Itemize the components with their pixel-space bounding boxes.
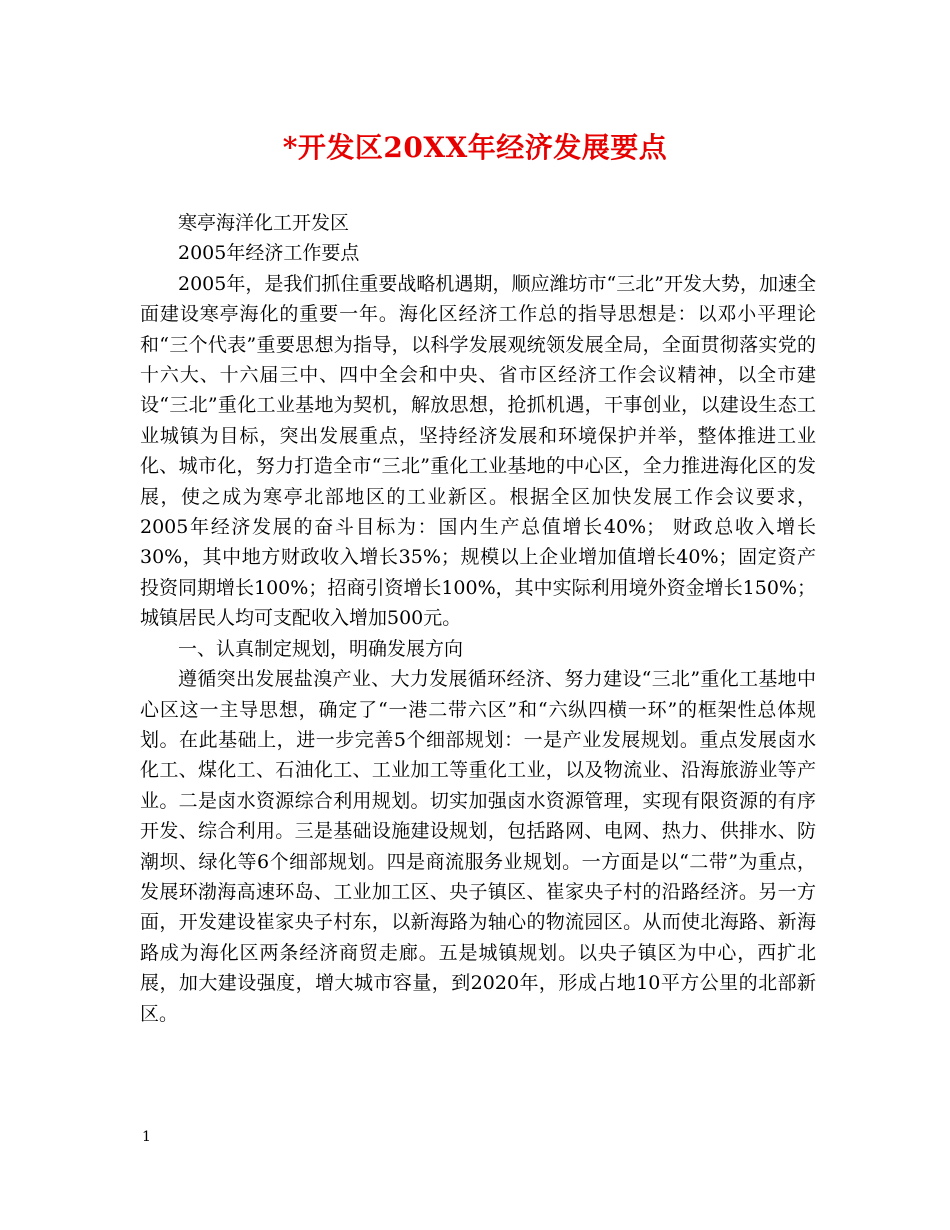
paragraph-planning: 遵循突出发展盐溴产业、大力发展循环经济、努力建设“三北”重化工基地中心区这一主导思想，确定了“一港二带六区”和“六纵四横一环”的框架性总体规划。在此基础上，进一步完善5个细部规划：一是产业发展规划。重点发展卤水化工、煤化工、石油化工、工业加工等重化工业，以及物流业、沿海旅游业等产业。二是卤水资源综合利用规划。切实加强卤水资源管理，实现有限资源的有序开发、综合利用。三是基础设施建设规划，包括路网、电网、热力、供排水、防潮坝、绿化等6个细部规划。四是商流服务业规划。一方面是以“二带”为重点，发展环渤海高速环岛、工业加工区、央子镇区、崔家央子村的沿路经济。另一方面，开发建设崔家央子村东，以新海路为轴心的物流园区。从而使北海路、新海路成为海化区两条经济商贸走廊。五是城镇规划。以央子镇区为中心，西扩北展，加大建设强度，增大城市容量，到2020年，形成占地10平方公里的北部新区。	[140, 668, 816, 1025]
paragraph-organization: 寒亭海洋化工开发区	[178, 212, 350, 234]
section-heading-planning: 一、认真制定规划，明确发展方向	[178, 637, 464, 660]
paragraph-overview: 2005年，是我们抓住重要战略机遇期，顺应潍坊市“三北”开发大势，加速全面建设寒亭海化的重要一年。海化区经济工作总的指导思想是：以邓小平理论和“三个代表”重要思想为指导，以科学发展观统领发展全局，全面贯彻落实党的十六大、十六届三中、四中全会和中央、省市区经济工作会议精神，以全市建设“三北”重化工业基地为契机，解放思想，抢抓机遇，干事创业，以建设生态工业城镇为目标，突出发展重点，坚持经济发展和环境保护并举，整体推进工业化、城市化，努力打造全市“三北”重化工业基地的中心区，全力推进海化区的发展，使之成为寒亭北部地区的工业新区。根据全区加快发展工作会议要求， 2005年经济发展的奋斗目标为：国内生产总值增长40%； 财政总收入增长30%，其中地方财政收入增长35%；规模以上企业增加值增长40%；固定资产投资同期增长100%；招商引资增长100%，其中实际利用境外资金增长150%；城镇居民人均可支配收入增加500元。	[140, 272, 816, 630]
page-number: 1	[142, 1129, 151, 1145]
document-title: *开发区20XX年经济发展要点	[282, 131, 668, 164]
document-body	[140, 208, 816, 1029]
paragraph-subtitle: 2005年经济工作要点	[178, 242, 360, 265]
